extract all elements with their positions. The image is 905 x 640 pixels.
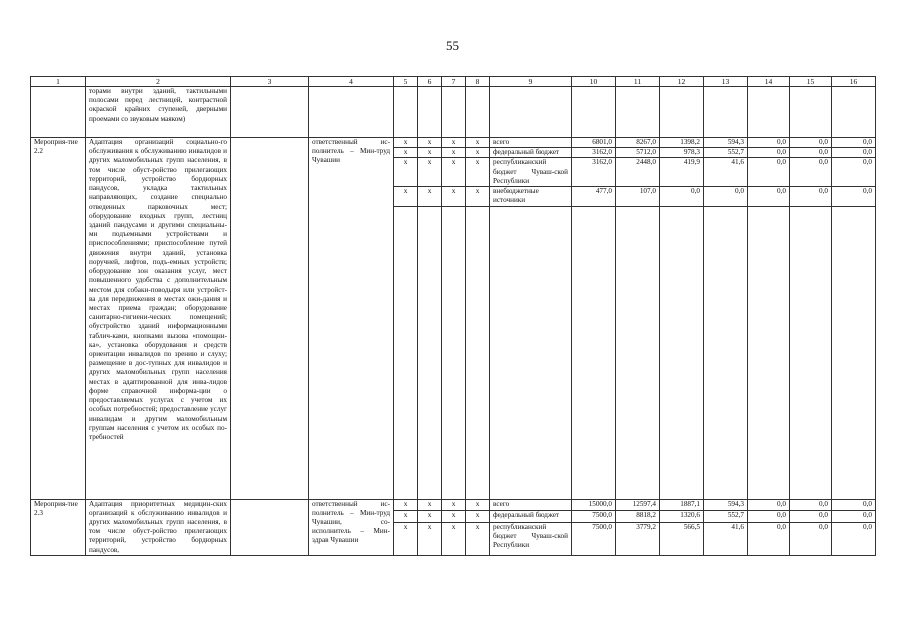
cell-c7: x bbox=[442, 138, 466, 148]
cell-c8: x bbox=[466, 187, 490, 206]
cell-c8: x bbox=[466, 511, 490, 523]
cell-c6: x bbox=[418, 499, 442, 511]
col-header: 4 bbox=[309, 77, 394, 87]
cell-c5: x bbox=[394, 499, 418, 511]
cell-c6: x bbox=[418, 158, 442, 187]
cell-v14: 0,0 bbox=[748, 499, 790, 511]
col-header: 1 bbox=[31, 77, 86, 87]
event-code: Мероприя-тие 2.2 bbox=[31, 138, 86, 500]
col-header: 3 bbox=[231, 77, 309, 87]
col-header: 6 bbox=[418, 77, 442, 87]
cell-c6: x bbox=[418, 522, 442, 555]
cell-v15: 0,0 bbox=[790, 511, 832, 523]
event-description: Адаптация приоритетных медицин-ских организаций к обслуживанию инвалидов и других маломобильных групп населения, в том числе обуст-ройство прилегающих территорий, устройство бордюрных пандусов, bbox=[86, 499, 231, 555]
cell-c8: x bbox=[466, 158, 490, 187]
cell-v10: 6801,0 bbox=[572, 138, 616, 148]
cell-v16: 0,0 bbox=[832, 522, 876, 555]
event-executor: ответственный ис-полнитель – Мин-труд Чувашии, со-исполнитель – Мин-здрав Чувашии bbox=[309, 499, 394, 555]
cell-c8: x bbox=[466, 148, 490, 158]
cell-v16: 0,0 bbox=[832, 187, 876, 206]
cell-v11: 5712,0 bbox=[616, 148, 660, 158]
cell-c8: x bbox=[466, 522, 490, 555]
cell-v13: 552,7 bbox=[704, 511, 748, 523]
cell-v10: 3162,0 bbox=[572, 148, 616, 158]
cell-v11: 8267,0 bbox=[616, 138, 660, 148]
cell-c7: x bbox=[442, 158, 466, 187]
cell-v16: 0,0 bbox=[832, 138, 876, 148]
col-header: 9 bbox=[490, 77, 572, 87]
col-header: 16 bbox=[832, 77, 876, 87]
cell-v16: 0,0 bbox=[832, 511, 876, 523]
cell-source: федеральный бюджет bbox=[490, 148, 572, 158]
cell-v14: 0,0 bbox=[748, 138, 790, 148]
cell-c6: x bbox=[418, 187, 442, 206]
event-description: Адаптация организаций социально-го обслуживания к обслуживанию инвалидов и других маломобильных групп населения, в том числе обуст-ройство прилегающих территорий, устройство бордюрных пандусов, укладка тактильных направляющих, создание специально отведенных парковочных мест; оборудование входных групп, лестниц зданий пандусами и другими специальны-ми подъемными устройствами и приспособлениями; приспособление путей движения внутри зданий, установка поручней, лифтов, подъ-емных устройств; оборудование зон оказания услуг, мест повышенного удобства с дополнительным местом для собаки-поводыря или устройст-ва для передвижения в местах ожи-дания и местах приема граждан; оборудование санитарно-гигиени-ческих помещений; обустройство зданий информационными таблич-ками, кнопками вызова «помощни-ка», установка оборудования и средств ориентации инвалидов по зрению и слуху; размещение в дос-тупных для инвалидов и других маломобильных групп населения местах в адаптированной для инва-лидов форме справочной информа-ции о предоставляемых услугах с учетом их особых потребностей; предоставление услуг инвалидам и другим маломобильным группам населения с учетом их особых по-требностей bbox=[86, 138, 231, 500]
cell-v10: 3162,0 bbox=[572, 158, 616, 187]
cell-c5: x bbox=[394, 138, 418, 148]
table-row bbox=[31, 499, 876, 511]
cell-v13: 41,6 bbox=[704, 158, 748, 187]
cell-source: республиканский бюджет Чуваш-ской Республики bbox=[490, 158, 572, 187]
cell-c6: x bbox=[418, 148, 442, 158]
cell-source: всего bbox=[490, 138, 572, 148]
cell-v11: 107,0 bbox=[616, 187, 660, 206]
col-header: 15 bbox=[790, 77, 832, 87]
cell-v14: 0,0 bbox=[748, 522, 790, 555]
cell-v16: 0,0 bbox=[832, 158, 876, 187]
cell-v13: 0,0 bbox=[704, 187, 748, 206]
col-header: 14 bbox=[748, 77, 790, 87]
cell-source: внебюджетные источники bbox=[490, 187, 572, 206]
cell-c8: x bbox=[466, 499, 490, 511]
col-header: 7 bbox=[442, 77, 466, 87]
cell-v12: 0,0 bbox=[660, 187, 704, 206]
cell-v14: 0,0 bbox=[748, 158, 790, 187]
cell-c6: x bbox=[418, 138, 442, 148]
cell-c7: x bbox=[442, 522, 466, 555]
cell-v15: 0,0 bbox=[790, 499, 832, 511]
cell-v10: 477,0 bbox=[572, 187, 616, 206]
col-header: 12 bbox=[660, 77, 704, 87]
cell-v13: 594,3 bbox=[704, 138, 748, 148]
cell-c5: x bbox=[394, 148, 418, 158]
col-header: 2 bbox=[86, 77, 231, 87]
cell-v16: 0,0 bbox=[832, 499, 876, 511]
cell-source: республиканский бюджет Чуваш-ской Республики bbox=[490, 522, 572, 555]
cell-v15: 0,0 bbox=[790, 158, 832, 187]
cell-v10: 15000,0 bbox=[572, 499, 616, 511]
cell-v12: 978,3 bbox=[660, 148, 704, 158]
col-header: 10 bbox=[572, 77, 616, 87]
cell-v14: 0,0 bbox=[748, 187, 790, 206]
cell-v15: 0,0 bbox=[790, 187, 832, 206]
cell-v16: 0,0 bbox=[832, 148, 876, 158]
cell-c7: x bbox=[442, 187, 466, 206]
cell-c5: x bbox=[394, 522, 418, 555]
cell-v13: 552,7 bbox=[704, 148, 748, 158]
cell-v11: 8818,2 bbox=[616, 511, 660, 523]
cell-v12: 1320,6 bbox=[660, 511, 704, 523]
event-code: Мероприя-тие 2.3 bbox=[31, 499, 86, 555]
cell-v12: 1887,1 bbox=[660, 499, 704, 511]
cell-v12: 1398,2 bbox=[660, 138, 704, 148]
cell-v10: 7500,0 bbox=[572, 522, 616, 555]
program-table bbox=[30, 76, 876, 556]
cell-v15: 0,0 bbox=[790, 148, 832, 158]
cell-v14: 0,0 bbox=[748, 511, 790, 523]
event-col3 bbox=[231, 138, 309, 500]
cell-v15: 0,0 bbox=[790, 522, 832, 555]
cell-v12: 566,5 bbox=[660, 522, 704, 555]
cell-c7: x bbox=[442, 499, 466, 511]
carry-over-row bbox=[31, 87, 876, 138]
cell-v11: 2448,0 bbox=[616, 158, 660, 187]
page-number: 55 bbox=[446, 38, 459, 53]
col-header: 5 bbox=[394, 77, 418, 87]
cell-c8: x bbox=[466, 138, 490, 148]
cell-v11: 12597,4 bbox=[616, 499, 660, 511]
table-row bbox=[31, 138, 876, 148]
cell-v12: 419,9 bbox=[660, 158, 704, 187]
carry-over-text: торами внутри зданий, тактильными полосами перед лестницей, контрастной окраской крайних ступеней, дверными проемами со звуковым маяком) bbox=[86, 87, 231, 138]
cell-c7: x bbox=[442, 511, 466, 523]
cell-v15: 0,0 bbox=[790, 138, 832, 148]
cell-c6: x bbox=[418, 511, 442, 523]
cell-v10: 7500,0 bbox=[572, 511, 616, 523]
col-header: 11 bbox=[616, 77, 660, 87]
event-col3 bbox=[231, 499, 309, 555]
col-header: 8 bbox=[466, 77, 490, 87]
cell-source: федеральный бюджет bbox=[490, 511, 572, 523]
cell-c5: x bbox=[394, 511, 418, 523]
cell-c5: x bbox=[394, 158, 418, 187]
col-header: 13 bbox=[704, 77, 748, 87]
header-row bbox=[31, 77, 876, 87]
event-executor: ответственный ис-полнитель – Мин-труд Чувашии bbox=[309, 138, 394, 500]
cell-c5: x bbox=[394, 187, 418, 206]
cell-v11: 3779,2 bbox=[616, 522, 660, 555]
cell-v14: 0,0 bbox=[748, 148, 790, 158]
cell-c7: x bbox=[442, 148, 466, 158]
cell-v13: 594,3 bbox=[704, 499, 748, 511]
cell-source: всего bbox=[490, 499, 572, 511]
cell-v13: 41,6 bbox=[704, 522, 748, 555]
